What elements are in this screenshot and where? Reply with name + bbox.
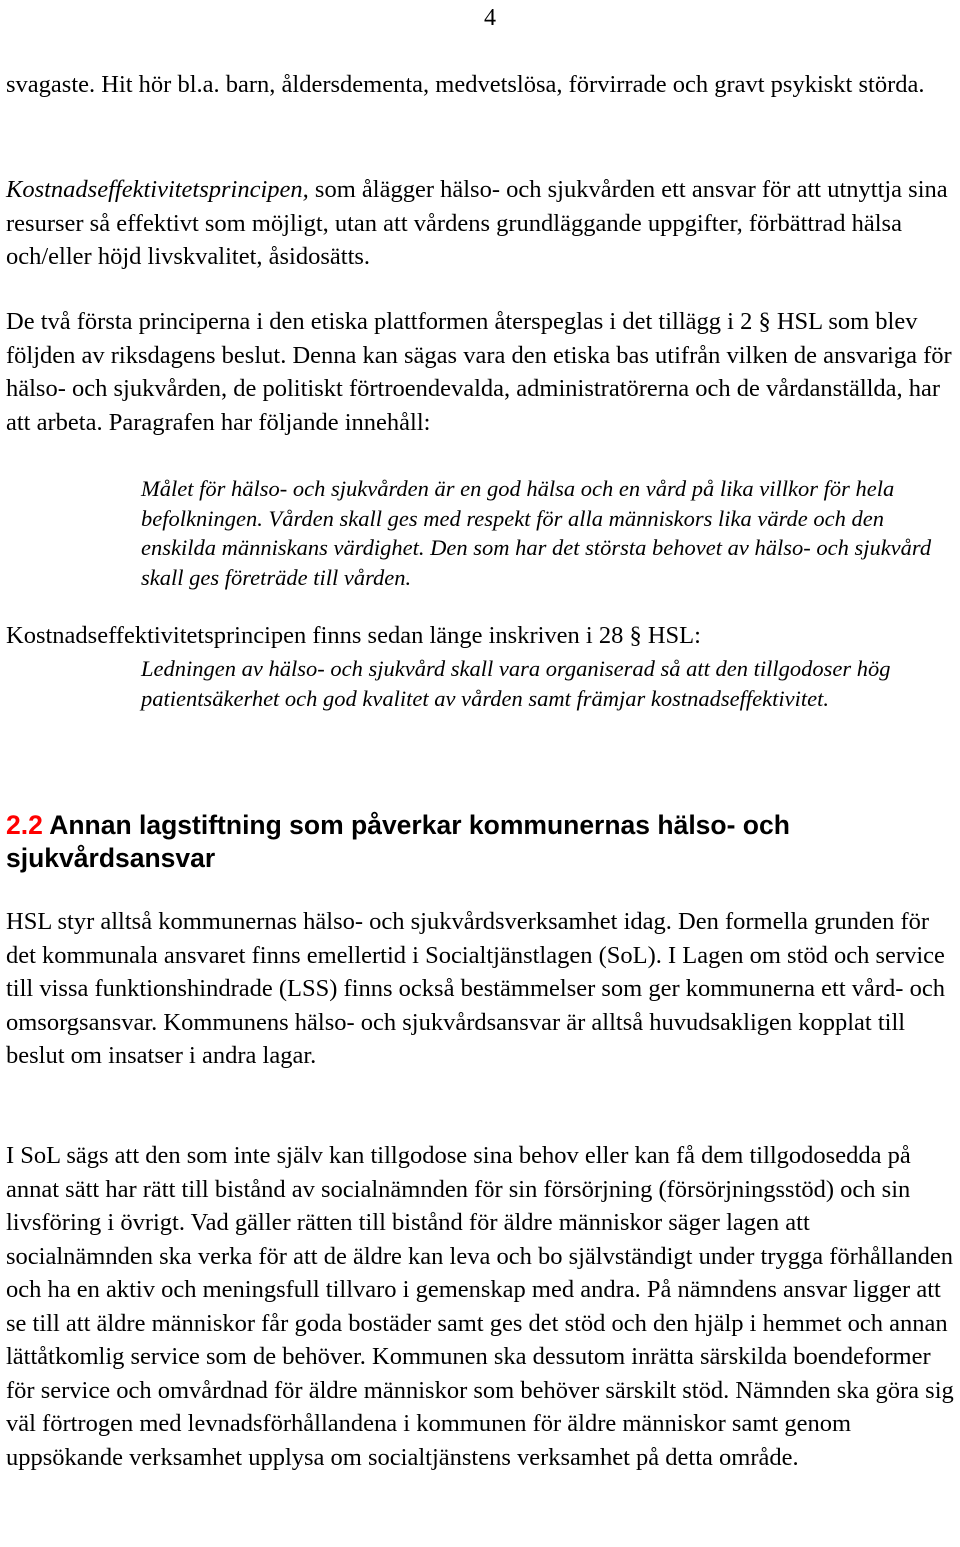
paragraph-text [6,173,956,274]
paragraph-text: De två första principerna i den etiska plattformen återspeglas i det tillägg i 2 § HSL som blev följden av riksdagens beslut. Denna kan sägas vara den etiska bas utifrån vilken de ansvariga för hälso- och sjukvården, de politiskt förtroendevalda, administratörerna och de vårdanställda, har att arbeta. Paragrafen har följande innehåll: [6,308,952,436]
page-number: 4 [484,5,496,31]
section-number: 2.2 [6,810,43,840]
section-heading [6,809,956,875]
paragraph-text: Kostnadseffektivitetsprincipen finns sedan länge inskriven i 28 § HSL: [6,622,701,649]
paragraph-ethical-platform [6,305,956,439]
section-title: Annan lagstiftning som påverkar kommunernas hälso- och sjukvårdsansvar [6,810,790,873]
quote-hsl-28: Ledningen av hälso- och sjukvård skall vara organiserad så att den tillgodoser hög patientsäkerhet och god kvalitet av vården samt främjar kostnadseffektivitet. [141,656,891,711]
emphasized-term: Kostnadseffektivitetsprincipen, [6,176,309,203]
paragraph-cost-effectiveness [6,173,956,274]
paragraph-rest: som ålägger hälso- och sjukvården ett ansvar för att utnyttja sina resurser så effektivt som möjligt, utan att vårdens grundläggande uppgifter, förbättrad hälsa och/eller höjd livskvalitet, åsidosätts. [6,176,948,270]
paragraph-hsl-governs [6,905,956,1073]
paragraph-text: svagaste. Hit hör bl.a. barn, åldersdementa, medvetslösa, förvirrade och gravt psykiskt störda. [6,71,925,98]
paragraph-text: HSL styr alltså kommunernas hälso- och sjukvårdsverksamhet idag. Den formella grunden för det kommunala ansvaret finns emellertid i Socialtjänstlagen (SoL). I Lagen om stöd och service till vissa funktionshindrade (LSS) finns också bestämmelser som ger kommunerna ett vård- och omsorgsansvar. Kommunens hälso- och sjukvårdsansvar är alltså huvudsakligen kopplat till beslut om insatser i andra lagar. [6,908,945,1069]
paragraph-hsl-28 [6,619,956,653]
paragraph-sol [6,1139,956,1474]
paragraph-text: I SoL sägs att den som inte själv kan tillgodose sina behov eller kan få dem tillgodosedda på annat sätt har rätt till bistånd av socialnämnden för sin försörjning (försörjningsstöd) och sin livsföring i övrigt. Vad gäller rätten till bistånd för äldre människor säger lagen att socialnämnden ska verka för att de äldre kan leva och bo självständigt under trygga förhållanden och ha en aktiv och meningsfull tillvaro i gemenskap med andra. På nämndens ansvar ligger att se till att äldre människor får goda bostäder samt ges det stöd och den hjälp i hemmet och annan lättåtkomlig service som de behöver. Kommunen ska dessutom inrätta särskilda boendeformer för service och omvårdnad för äldre människor som behöver särskilt stöd. Nämnden ska göra sig väl förtrogen med levnadsförhållandena i kommunen för äldre människor samt genom uppsökande verksamhet upplysa om socialtjänstens verksamhet på detta område. [6,1142,954,1471]
paragraph-vulnerable-groups [6,68,956,102]
quote-hsl-2: Målet för hälso- och sjukvården är en god hälsa och en vård på lika villkor för hela befolkningen. Vården skall ges med respekt för alla människors lika värde och den enskilda människans värdighet. Den som har det största behovet av hälso- och sjukvård skall ges företräde till vården. [141,476,932,590]
